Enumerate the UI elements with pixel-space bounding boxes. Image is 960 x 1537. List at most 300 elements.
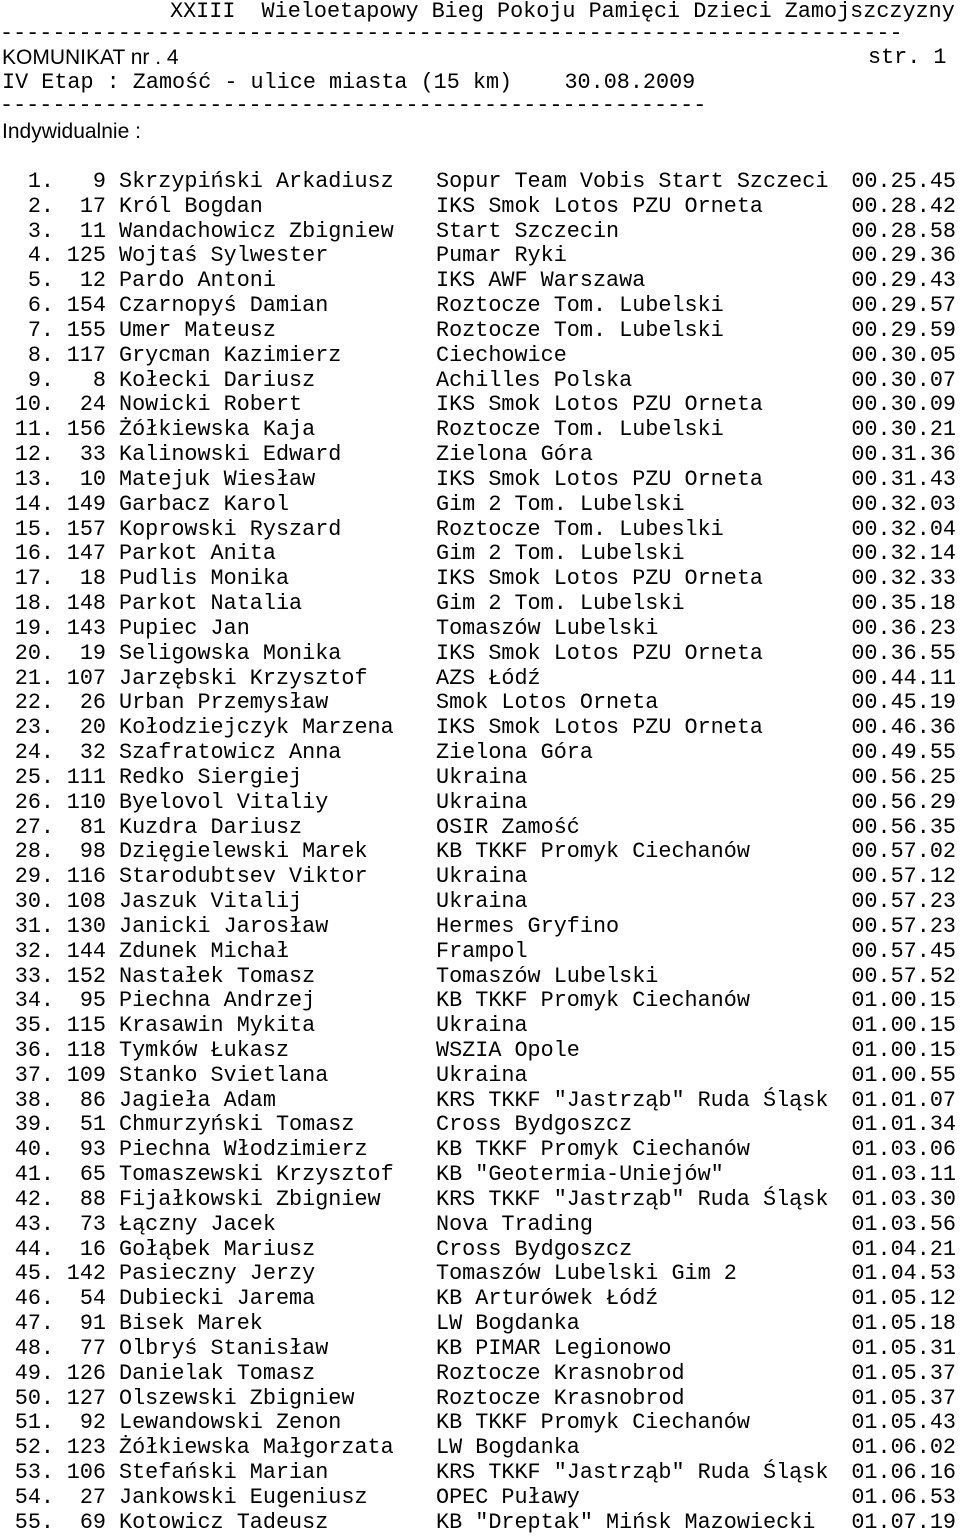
result-row bbox=[2, 766, 956, 791]
result-time: 01.05.43 bbox=[851, 1410, 956, 1436]
result-bib-number: 10 bbox=[79, 466, 106, 492]
result-row bbox=[2, 418, 956, 443]
result-place: 11. bbox=[14, 417, 54, 443]
result-club: Tomaszów Lubelski bbox=[436, 963, 659, 989]
result-time: 00.45.19 bbox=[851, 690, 956, 716]
result-runner-name: Nowicki Robert bbox=[119, 392, 303, 418]
result-row bbox=[2, 791, 956, 816]
result-row bbox=[2, 1089, 956, 1114]
result-time: 00.30.05 bbox=[851, 342, 956, 368]
result-bib-number: 54 bbox=[79, 1286, 106, 1312]
result-time: 00.56.35 bbox=[851, 814, 956, 840]
result-time: 01.03.30 bbox=[851, 1186, 956, 1212]
result-time: 01.06.16 bbox=[851, 1460, 956, 1486]
stage-info: IV Etap : Zamość - ulice miasta (15 km) 30.08.2009 bbox=[2, 70, 696, 95]
result-club: KB "Dreptak" Mińsk Mazowiecki bbox=[436, 1509, 816, 1535]
result-runner-name: Żółkiewska Kaja bbox=[119, 417, 316, 443]
result-bib-number: 11 bbox=[79, 218, 106, 244]
result-place: 19. bbox=[14, 615, 54, 641]
result-row bbox=[2, 269, 956, 294]
result-bib-number: 8 bbox=[92, 367, 106, 393]
result-runner-name: Grycman Kazimierz bbox=[119, 342, 342, 368]
result-time: 00.29.36 bbox=[851, 243, 956, 269]
result-time: 01.03.06 bbox=[851, 1137, 956, 1163]
result-club: Gim 2 Tom. Lubelski bbox=[436, 541, 685, 567]
result-runner-name: Wojtaś Sylwester bbox=[119, 243, 329, 269]
result-runner-name: Pudlis Monika bbox=[119, 566, 290, 592]
result-row bbox=[2, 1262, 956, 1287]
result-place: 15. bbox=[14, 516, 54, 542]
result-club: Ukraina bbox=[436, 764, 528, 790]
result-bib-number: 156 bbox=[66, 417, 106, 443]
divider-rule-bottom: ------------------------------------------------------ bbox=[0, 93, 707, 118]
result-club: Cross Bydgoszcz bbox=[436, 1112, 633, 1138]
result-bib-number: 24 bbox=[79, 392, 106, 418]
result-club: Ukraina bbox=[436, 889, 528, 915]
result-bib-number: 16 bbox=[79, 1236, 106, 1262]
result-place: 38. bbox=[14, 1087, 54, 1113]
result-runner-name: Bisek Marek bbox=[119, 1311, 263, 1337]
result-row bbox=[2, 567, 956, 592]
result-bib-number: 88 bbox=[79, 1186, 106, 1212]
result-place: 22. bbox=[14, 690, 54, 716]
result-club: IKS Smok Lotos PZU Orneta bbox=[436, 640, 764, 666]
result-bib-number: 149 bbox=[66, 491, 106, 517]
result-place: 20. bbox=[14, 640, 54, 666]
result-runner-name: Olszewski Zbigniew bbox=[119, 1385, 355, 1411]
result-club: Tomaszów Lubelski Gim 2 bbox=[436, 1261, 737, 1287]
result-club: KB TKKF Promyk Ciechanów bbox=[436, 1137, 750, 1163]
result-row bbox=[2, 617, 956, 642]
result-runner-name: Janicki Jarosław bbox=[119, 913, 329, 939]
result-place: 10. bbox=[14, 392, 54, 418]
result-bib-number: 9 bbox=[92, 169, 106, 194]
result-bib-number: 33 bbox=[79, 442, 106, 468]
result-club: Cross Bydgoszcz bbox=[436, 1236, 633, 1262]
result-club: Roztocze Tom. Lubelski bbox=[436, 417, 724, 443]
result-place: 3. bbox=[27, 218, 54, 244]
result-club: KB "Geotermia-Uniejów" bbox=[436, 1162, 724, 1188]
result-runner-name: Kalinowski Edward bbox=[119, 442, 342, 468]
result-row bbox=[2, 244, 956, 269]
result-bib-number: 77 bbox=[79, 1335, 106, 1361]
result-place: 41. bbox=[14, 1162, 54, 1188]
result-place: 51. bbox=[14, 1410, 54, 1436]
result-row bbox=[2, 1411, 956, 1436]
result-runner-name: Stefański Marian bbox=[119, 1460, 329, 1486]
result-row bbox=[2, 369, 956, 394]
result-time: 00.28.58 bbox=[851, 218, 956, 244]
result-time: 01.05.37 bbox=[851, 1385, 956, 1411]
result-club: Tomaszów Lubelski bbox=[436, 615, 659, 641]
result-time: 01.00.15 bbox=[851, 1013, 956, 1039]
result-bib-number: 18 bbox=[79, 566, 106, 592]
result-place: 12. bbox=[14, 442, 54, 468]
result-club: Ukraina bbox=[436, 864, 528, 890]
result-runner-name: Parkot Natalia bbox=[119, 591, 303, 617]
result-club: IKS Smok Lotos PZU Orneta bbox=[436, 466, 764, 492]
result-place: 31. bbox=[14, 913, 54, 939]
result-time: 00.46.36 bbox=[851, 715, 956, 741]
result-place: 39. bbox=[14, 1112, 54, 1138]
result-bib-number: 91 bbox=[79, 1311, 106, 1337]
result-time: 00.35.18 bbox=[851, 591, 956, 617]
result-runner-name: Stanko Svietlana bbox=[119, 1062, 329, 1088]
result-row bbox=[2, 220, 956, 245]
result-place: 52. bbox=[14, 1435, 54, 1461]
results-list bbox=[2, 170, 956, 1536]
result-club: AZS Łódź bbox=[436, 665, 541, 691]
result-place: 9. bbox=[27, 367, 54, 393]
result-runner-name: Byelovol Vitaliy bbox=[119, 789, 329, 815]
result-club: Smok Lotos Orneta bbox=[436, 690, 659, 716]
result-row bbox=[2, 741, 956, 766]
result-club: Hermes Gryfino bbox=[436, 913, 620, 939]
result-runner-name: Jagieła Adam bbox=[119, 1087, 276, 1113]
result-runner-name: Szafratowicz Anna bbox=[119, 740, 342, 766]
result-row bbox=[2, 667, 956, 692]
result-club: Roztocze Krasnobrod bbox=[436, 1360, 685, 1386]
result-place: 50. bbox=[14, 1385, 54, 1411]
result-runner-name: Tomaszewski Krzysztof bbox=[119, 1162, 394, 1188]
result-time: 00.32.33 bbox=[851, 566, 956, 592]
result-place: 7. bbox=[27, 317, 54, 343]
result-runner-name: Fijałkowski Zbigniew bbox=[119, 1186, 381, 1212]
result-bib-number: 148 bbox=[66, 591, 106, 617]
result-runner-name: Umer Mateusz bbox=[119, 317, 276, 343]
result-club: KB Arturówek Łódź bbox=[436, 1286, 659, 1312]
result-club: KRS TKKF "Jastrząb" Ruda Śląsk bbox=[436, 1186, 829, 1212]
result-place: 16. bbox=[14, 541, 54, 567]
result-row bbox=[2, 965, 956, 990]
result-place: 14. bbox=[14, 491, 54, 517]
result-runner-name: Garbacz Karol bbox=[119, 491, 290, 517]
result-runner-name: Kotowicz Tadeusz bbox=[119, 1509, 329, 1535]
result-time: 01.06.53 bbox=[851, 1484, 956, 1510]
result-club: IKS Smok Lotos PZU Orneta bbox=[436, 193, 764, 219]
result-row bbox=[2, 468, 956, 493]
result-bib-number: 109 bbox=[66, 1062, 106, 1088]
result-row bbox=[2, 344, 956, 369]
result-place: 47. bbox=[14, 1311, 54, 1337]
result-club: WSZIA Opole bbox=[436, 1037, 580, 1063]
result-runner-name: Żółkiewska Małgorzata bbox=[119, 1435, 394, 1461]
result-bib-number: 144 bbox=[66, 938, 106, 964]
result-club: KRS TKKF "Jastrząb" Ruda Śląsk bbox=[436, 1087, 829, 1113]
result-bib-number: 73 bbox=[79, 1211, 106, 1237]
result-time: 01.04.53 bbox=[851, 1261, 956, 1287]
result-runner-name: Lewandowski Zenon bbox=[119, 1410, 342, 1436]
result-place: 35. bbox=[14, 1013, 54, 1039]
result-time: 00.56.29 bbox=[851, 789, 956, 815]
result-runner-name: Łączny Jacek bbox=[119, 1211, 276, 1237]
result-time: 01.07.19 bbox=[851, 1509, 956, 1535]
result-club: Ciechowice bbox=[436, 342, 567, 368]
result-time: 00.57.45 bbox=[851, 938, 956, 964]
result-row bbox=[2, 865, 956, 890]
result-club: Roztocze Tom. Lubelski bbox=[436, 317, 724, 343]
result-bib-number: 127 bbox=[66, 1385, 106, 1411]
result-time: 01.01.34 bbox=[851, 1112, 956, 1138]
result-row bbox=[2, 691, 956, 716]
result-time: 01.00.55 bbox=[851, 1062, 956, 1088]
result-runner-name: Chmurzyński Tomasz bbox=[119, 1112, 355, 1138]
result-club: KB PIMAR Legionowo bbox=[436, 1335, 672, 1361]
result-bib-number: 81 bbox=[79, 814, 106, 840]
result-time: 01.04.21 bbox=[851, 1236, 956, 1262]
result-place: 53. bbox=[14, 1460, 54, 1486]
result-bib-number: 118 bbox=[66, 1037, 106, 1063]
result-time: 01.06.02 bbox=[851, 1435, 956, 1461]
result-place: 24. bbox=[14, 740, 54, 766]
result-place: 27. bbox=[14, 814, 54, 840]
result-row bbox=[2, 1312, 956, 1337]
result-bib-number: 108 bbox=[66, 889, 106, 915]
result-runner-name: Dubiecki Jarema bbox=[119, 1286, 316, 1312]
result-bib-number: 65 bbox=[79, 1162, 106, 1188]
result-place: 44. bbox=[14, 1236, 54, 1262]
result-runner-name: Starodubtsev Viktor bbox=[119, 864, 368, 890]
result-row bbox=[2, 1511, 956, 1536]
result-runner-name: Piechna Włodzimierz bbox=[119, 1137, 368, 1163]
result-runner-name: Jaszuk Vitalij bbox=[119, 889, 303, 915]
result-row bbox=[2, 1113, 956, 1138]
result-club: Gim 2 Tom. Lubelski bbox=[436, 591, 685, 617]
result-row bbox=[2, 393, 956, 418]
result-club: LW Bogdanka bbox=[436, 1311, 580, 1337]
result-club: Roztocze Tom. Lubelski bbox=[436, 293, 724, 319]
result-row bbox=[2, 940, 956, 965]
document-title: XXIII Wieloetapowy Bieg Pokoju Pamięci Dzieci Zamojszczyzny bbox=[170, 0, 955, 24]
result-place: 23. bbox=[14, 715, 54, 741]
result-time: 01.01.07 bbox=[851, 1087, 956, 1113]
result-place: 40. bbox=[14, 1137, 54, 1163]
result-bib-number: 117 bbox=[66, 342, 106, 368]
result-place: 48. bbox=[14, 1335, 54, 1361]
result-place: 2. bbox=[27, 193, 54, 219]
result-club: Frampol bbox=[436, 938, 528, 964]
result-time: 00.57.23 bbox=[851, 913, 956, 939]
result-row bbox=[2, 1486, 956, 1511]
result-bib-number: 154 bbox=[66, 293, 106, 319]
result-time: 00.49.55 bbox=[851, 740, 956, 766]
result-time: 00.31.43 bbox=[851, 466, 956, 492]
result-bib-number: 51 bbox=[79, 1112, 106, 1138]
result-club: KRS TKKF "Jastrząb" Ruda Śląsk bbox=[436, 1460, 829, 1486]
result-row bbox=[2, 1213, 956, 1238]
result-place: 34. bbox=[14, 988, 54, 1014]
result-place: 49. bbox=[14, 1360, 54, 1386]
result-row bbox=[2, 642, 956, 667]
result-club: Roztocze Krasnobrod bbox=[436, 1385, 685, 1411]
result-runner-name: Urban Przemysław bbox=[119, 690, 329, 716]
result-runner-name: Czarnopyś Damian bbox=[119, 293, 329, 319]
result-time: 00.44.11 bbox=[851, 665, 956, 691]
result-bib-number: 69 bbox=[79, 1509, 106, 1535]
result-place: 37. bbox=[14, 1062, 54, 1088]
result-bib-number: 12 bbox=[79, 268, 106, 294]
result-time: 01.03.11 bbox=[851, 1162, 956, 1188]
result-club: OPEC Puławy bbox=[436, 1484, 580, 1510]
result-club: Sopur Team Vobis Start Szczeci bbox=[436, 169, 829, 194]
result-place: 30. bbox=[14, 889, 54, 915]
result-bib-number: 142 bbox=[66, 1261, 106, 1287]
page-number: str. 1 bbox=[868, 45, 947, 70]
result-runner-name: Skrzypiński Arkadiusz bbox=[119, 169, 394, 194]
result-place: 26. bbox=[14, 789, 54, 815]
result-bib-number: 92 bbox=[79, 1410, 106, 1436]
result-row bbox=[2, 1436, 956, 1461]
result-runner-name: Pasieczny Jerzy bbox=[119, 1261, 316, 1287]
result-row bbox=[2, 195, 956, 220]
result-club: Zielona Góra bbox=[436, 740, 593, 766]
result-club: IKS Smok Lotos PZU Orneta bbox=[436, 566, 764, 592]
result-runner-name: Kołodziejczyk Marzena bbox=[119, 715, 394, 741]
result-runner-name: Tymków Łukasz bbox=[119, 1037, 290, 1063]
result-club: Zielona Góra bbox=[436, 442, 593, 468]
result-bib-number: 147 bbox=[66, 541, 106, 567]
result-club: Pumar Ryki bbox=[436, 243, 567, 269]
result-club: Roztocze Tom. Lubeslki bbox=[436, 516, 724, 542]
result-runner-name: Koprowski Ryszard bbox=[119, 516, 342, 542]
result-row bbox=[2, 294, 956, 319]
result-time: 00.28.42 bbox=[851, 193, 956, 219]
result-runner-name: Wandachowicz Zbigniew bbox=[119, 218, 394, 244]
section-heading: Indywidualnie : bbox=[2, 120, 141, 143]
result-row bbox=[2, 493, 956, 518]
result-place: 1. bbox=[27, 169, 54, 194]
result-row bbox=[2, 1188, 956, 1213]
komunikat-label: KOMUNIKAT nr . 4 bbox=[2, 46, 179, 69]
result-time: 00.29.59 bbox=[851, 317, 956, 343]
result-runner-name: Seligowska Monika bbox=[119, 640, 342, 666]
result-place: 4. bbox=[27, 243, 54, 269]
result-row bbox=[2, 443, 956, 468]
result-place: 32. bbox=[14, 938, 54, 964]
result-runner-name: Redko Siergiej bbox=[119, 764, 303, 790]
result-time: 01.05.18 bbox=[851, 1311, 956, 1337]
result-club: Nova Trading bbox=[436, 1211, 593, 1237]
result-place: 42. bbox=[14, 1186, 54, 1212]
result-club: IKS AWF Warszawa bbox=[436, 268, 646, 294]
result-time: 01.03.56 bbox=[851, 1211, 956, 1237]
result-runner-name: Danielak Tomasz bbox=[119, 1360, 316, 1386]
result-runner-name: Jankowski Eugeniusz bbox=[119, 1484, 368, 1510]
result-bib-number: 110 bbox=[66, 789, 106, 815]
result-club: LW Bogdanka bbox=[436, 1435, 580, 1461]
result-runner-name: Matejuk Wiesław bbox=[119, 466, 316, 492]
result-bib-number: 111 bbox=[66, 764, 106, 790]
result-club: IKS Smok Lotos PZU Orneta bbox=[436, 715, 764, 741]
result-club: Start Szczecin bbox=[436, 218, 620, 244]
result-place: 28. bbox=[14, 839, 54, 865]
result-place: 33. bbox=[14, 963, 54, 989]
result-club: IKS Smok Lotos PZU Orneta bbox=[436, 392, 764, 418]
result-row bbox=[2, 840, 956, 865]
result-bib-number: 20 bbox=[79, 715, 106, 741]
result-place: 55. bbox=[14, 1509, 54, 1535]
result-bib-number: 107 bbox=[66, 665, 106, 691]
result-runner-name: Kołecki Dariusz bbox=[119, 367, 316, 393]
result-time: 00.32.14 bbox=[851, 541, 956, 567]
result-row bbox=[2, 1362, 956, 1387]
result-club: KB TKKF Promyk Ciechanów bbox=[436, 1410, 750, 1436]
result-bib-number: 152 bbox=[66, 963, 106, 989]
result-place: 25. bbox=[14, 764, 54, 790]
result-bib-number: 27 bbox=[79, 1484, 106, 1510]
result-time: 00.57.52 bbox=[851, 963, 956, 989]
result-place: 21. bbox=[14, 665, 54, 691]
result-row bbox=[2, 1238, 956, 1263]
result-place: 17. bbox=[14, 566, 54, 592]
result-place: 29. bbox=[14, 864, 54, 890]
result-row bbox=[2, 816, 956, 841]
result-bib-number: 106 bbox=[66, 1460, 106, 1486]
divider-rule-top: --------------------------------------------------------------------- bbox=[0, 21, 903, 46]
result-runner-name: Jarzębski Krzysztof bbox=[119, 665, 368, 691]
result-time: 00.30.21 bbox=[851, 417, 956, 443]
result-bib-number: 125 bbox=[66, 243, 106, 269]
result-row bbox=[2, 1014, 956, 1039]
result-club: Ukraina bbox=[436, 1062, 528, 1088]
result-bib-number: 143 bbox=[66, 615, 106, 641]
result-row bbox=[2, 915, 956, 940]
result-time: 00.57.23 bbox=[851, 889, 956, 915]
result-bib-number: 98 bbox=[79, 839, 106, 865]
result-time: 01.05.31 bbox=[851, 1335, 956, 1361]
result-bib-number: 19 bbox=[79, 640, 106, 666]
result-place: 5. bbox=[27, 268, 54, 294]
result-time: 00.57.12 bbox=[851, 864, 956, 890]
result-runner-name: Gołąbek Mariusz bbox=[119, 1236, 316, 1262]
result-row bbox=[2, 1064, 956, 1089]
result-bib-number: 123 bbox=[66, 1435, 106, 1461]
result-club: KB TKKF Promyk Ciechanów bbox=[436, 839, 750, 865]
result-bib-number: 116 bbox=[66, 864, 106, 890]
result-runner-name: Kuzdra Dariusz bbox=[119, 814, 303, 840]
result-bib-number: 130 bbox=[66, 913, 106, 939]
result-place: 6. bbox=[27, 293, 54, 319]
result-place: 43. bbox=[14, 1211, 54, 1237]
result-bib-number: 32 bbox=[79, 740, 106, 766]
result-bib-number: 93 bbox=[79, 1137, 106, 1163]
result-club: Achilles Polska bbox=[436, 367, 633, 393]
result-place: 36. bbox=[14, 1037, 54, 1063]
result-row bbox=[2, 518, 956, 543]
result-place: 8. bbox=[27, 342, 54, 368]
result-bib-number: 157 bbox=[66, 516, 106, 542]
result-row bbox=[2, 1138, 956, 1163]
result-runner-name: Parkot Anita bbox=[119, 541, 276, 567]
result-row bbox=[2, 989, 956, 1014]
result-row bbox=[2, 1337, 956, 1362]
result-time: 00.56.25 bbox=[851, 764, 956, 790]
result-club: Ukraina bbox=[436, 789, 528, 815]
result-runner-name: Zdunek Michał bbox=[119, 938, 290, 964]
result-time: 00.25.45 bbox=[851, 169, 956, 194]
result-bib-number: 126 bbox=[66, 1360, 106, 1386]
result-row bbox=[2, 890, 956, 915]
result-time: 01.00.15 bbox=[851, 1037, 956, 1063]
result-row bbox=[2, 1461, 956, 1486]
result-bib-number: 155 bbox=[66, 317, 106, 343]
result-time: 00.31.36 bbox=[851, 442, 956, 468]
result-bib-number: 26 bbox=[79, 690, 106, 716]
result-row bbox=[2, 592, 956, 617]
result-place: 46. bbox=[14, 1286, 54, 1312]
result-time: 00.57.02 bbox=[851, 839, 956, 865]
result-bib-number: 17 bbox=[79, 193, 106, 219]
